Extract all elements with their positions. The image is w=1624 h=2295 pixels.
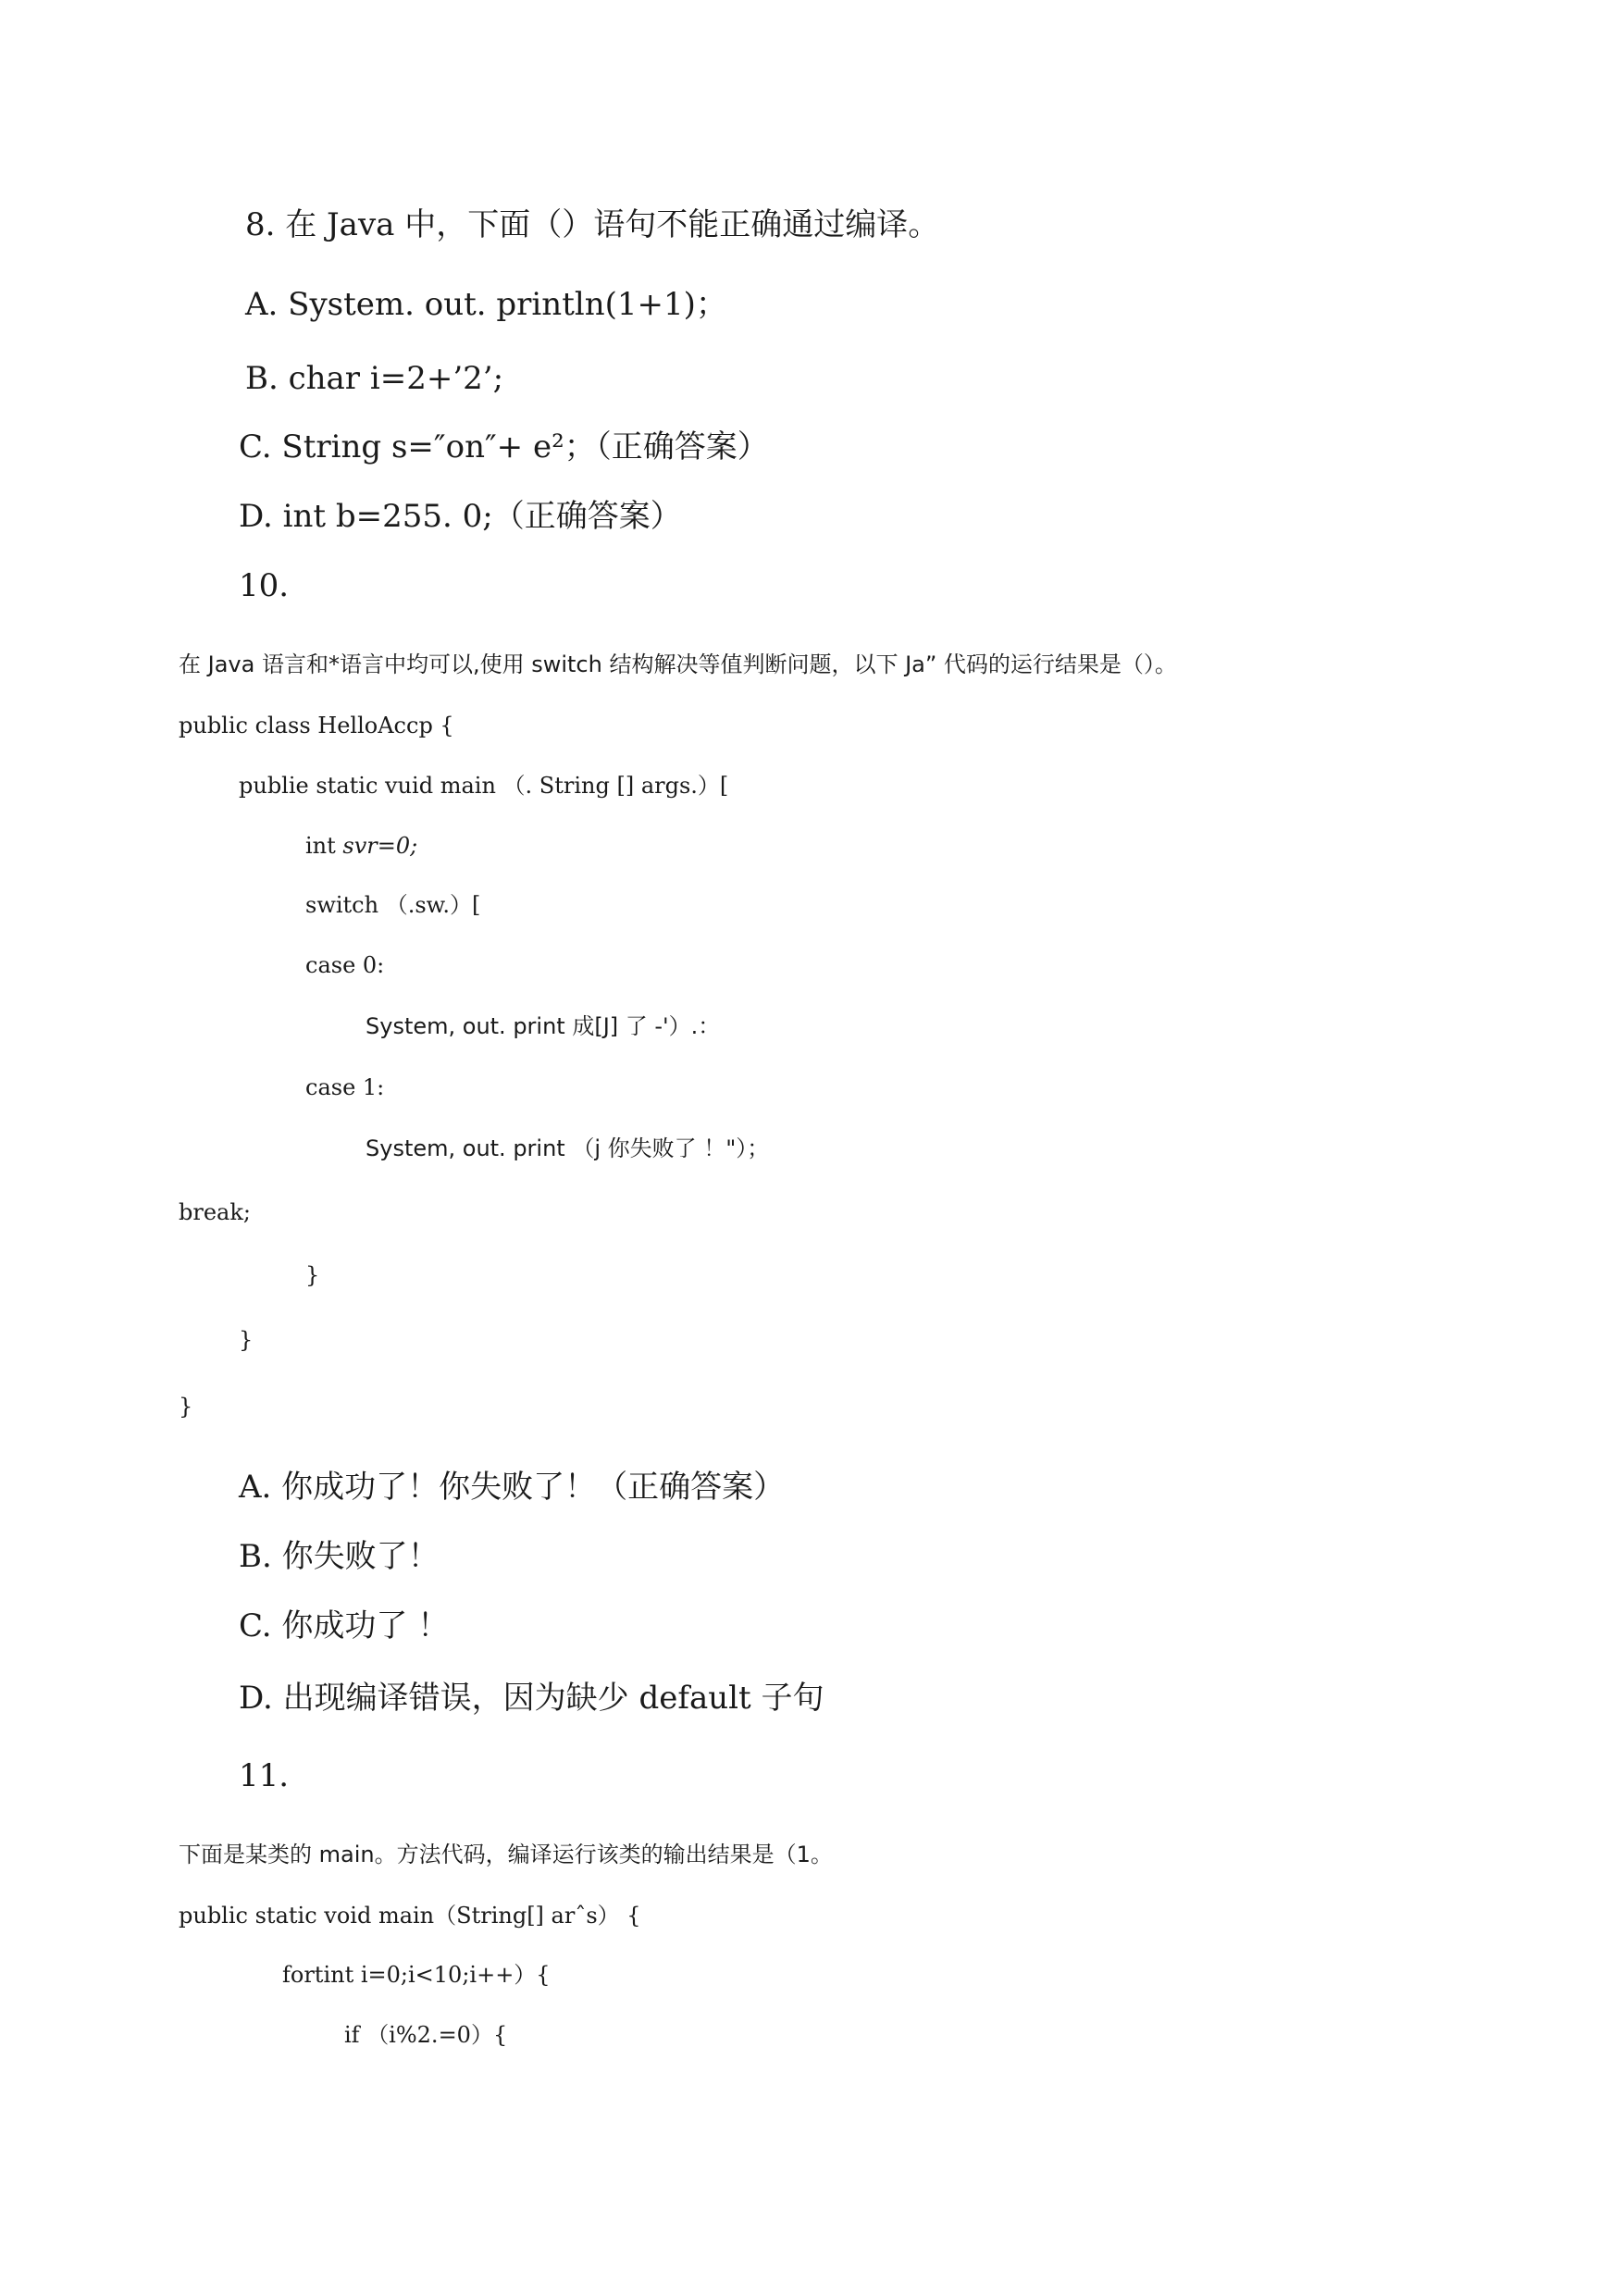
code-keyword: int — [305, 833, 343, 859]
question-10-option-b: B. 你失败了！ — [239, 1538, 440, 1575]
code-line: publie static vuid main （. String [] args.）[ — [239, 773, 729, 799]
code-line: case 0: — [305, 952, 385, 978]
question-8-option-a: A. System. out. println(1+1)； — [245, 286, 727, 323]
code-line: System, out. print 成[J] 了 -'）.： — [366, 1013, 721, 1039]
code-line — [305, 835, 417, 857]
question-8-option-b: B. char i=2+’2’; — [245, 360, 504, 397]
question-11-prompt: 下面是某类的 main。方法代码，编译运行该类的输出结果是（1。 — [179, 1842, 833, 1867]
question-10-option-d: D. 出现编译错误，因为缺少 default 子句 — [239, 1680, 824, 1717]
question-11-number: 11. — [239, 1757, 290, 1794]
code-line: fortint i=0;i<10;i++）{ — [282, 1962, 551, 1988]
question-8-title: 8. 在 Java 中，下面（）语句不能正确通过编译。 — [245, 206, 940, 243]
question-10-number: 10. — [239, 567, 290, 604]
code-variable: svr=0; — [342, 833, 418, 859]
question-10-option-a: A. 你成功了！你失败了！（正确答案） — [239, 1469, 786, 1506]
code-line: break; — [179, 1199, 251, 1225]
question-10-option-c: C. 你成功了 ！ — [239, 1607, 450, 1644]
code-line: } — [179, 1394, 193, 1420]
question-8-option-c: C. String s=″on″+ e²；（正确答案） — [239, 428, 769, 465]
code-line: case 1: — [305, 1074, 385, 1100]
code-line: } — [305, 1262, 320, 1288]
code-line: public class HelloAccp { — [179, 713, 454, 738]
code-line: if （i%2.=0）{ — [344, 2022, 508, 2048]
code-line: switch （.sw.）[ — [305, 892, 481, 918]
question-8-option-d: D. int b=255. 0;（正确答案） — [239, 498, 682, 535]
code-line: } — [239, 1327, 254, 1353]
code-line: System, out. print （j 你失败了 ！"）； — [366, 1135, 770, 1161]
question-10-prompt: 在 Java 语言和*语言中均可以,使用 switch 结构解决等值判断问题，以下 Ja” 代码的运行结果是（）。 — [179, 651, 1177, 677]
code-line: public static void main（String[] arˆs） { — [179, 1903, 641, 1929]
